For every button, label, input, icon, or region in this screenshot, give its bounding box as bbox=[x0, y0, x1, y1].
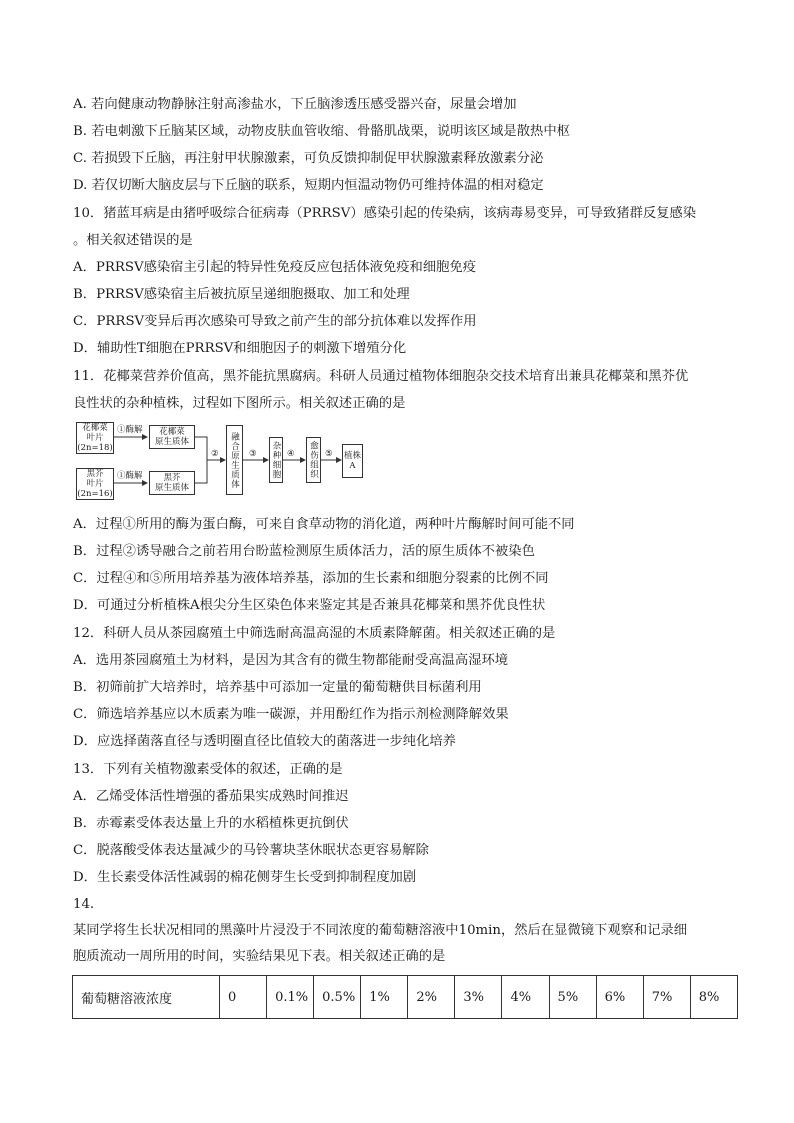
q12-option-b: B．初筛前扩大培养时，培养基中可添加一定量的葡萄糖供目标菌利用 bbox=[73, 680, 482, 695]
q9-option-a: A. 若向健康动物静脉注射高渗盐水，下丘脑渗透压感受器兴奋，尿量会增加 bbox=[73, 97, 517, 112]
q14-stem-line2: 胞质流动一周所用的时间，实验结果见下表。相关叙述正确的是 bbox=[73, 949, 446, 964]
q13-option-a: A．乙烯受体活性增强的番茄果实成熟时间推迟 bbox=[73, 789, 349, 804]
q12-option-a: A．选用茶园腐殖土为材料，是因为其含有的微生物都能耐受高温高湿环境 bbox=[73, 653, 509, 668]
glucose-concentration-table bbox=[72, 975, 738, 1019]
step3-label: ③ bbox=[249, 449, 257, 459]
table-cell: 4% bbox=[502, 976, 549, 1019]
q12-option-c: C．筛选培养基应以木质素为唯一碳源，并用酚红作为指示剂检测降解效果 bbox=[73, 707, 509, 722]
leaf2-line2: 叶片 bbox=[86, 479, 104, 489]
q13-option-d: D．生长素受体活性减弱的棉花侧芽生长受到抑制程度加剧 bbox=[73, 870, 417, 885]
q14-stem-line1: 某同学将生长状况相同的黑藻叶片浸没于不同浓度的葡萄糖溶液中10min，然后在显微镜下观察和记录细 bbox=[73, 923, 688, 938]
table-cell: 7% bbox=[643, 976, 690, 1019]
q11-option-c: C．过程④和⑤所用培养基为液体培养基，添加的生长素和细胞分裂素的比例不同 bbox=[73, 571, 549, 586]
q14-number: 14. bbox=[73, 897, 95, 912]
table-cell: 0 bbox=[220, 976, 267, 1019]
callus-box: 愈伤组织 bbox=[306, 437, 321, 483]
q9-option-b: B. 若电刺激下丘脑某区域，动物皮肤血管收缩、骨骼肌战栗，说明该区域是散热中枢 bbox=[73, 124, 570, 139]
black-mustard-protoplast-box bbox=[149, 471, 195, 495]
q10-stem-line1: 10．猪蓝耳病是由猪呼吸综合征病毒（PRRSV）感染引起的传染病，该病毒易变异，可导致猪群反复感染 bbox=[73, 206, 697, 221]
black-mustard-leaf-box bbox=[76, 468, 114, 500]
q9-option-d: D. 若仅切断大脑皮层与下丘脑的联系，短期内恒温动物仍可维持体温的相对稳定 bbox=[73, 178, 544, 193]
q12-option-d: D．应选择菌落直径与透明圈直径比值较大的菌落进一步纯化培养 bbox=[73, 734, 456, 749]
q11-option-a: A．过程①所用的酶为蛋白酶，可来自食草动物的消化道，两种叶片酶解时间可能不同 bbox=[73, 517, 575, 532]
q11-option-d: D．可通过分析植株A根尖分生区染色体来鉴定其是否兼具花椰菜和黑芥优良性状 bbox=[73, 598, 546, 613]
table-header-cell: 葡萄糖溶液浓度 bbox=[73, 976, 220, 1019]
q11-stem-line1: 11．花椰菜营养价值高，黑芥能抗黑腐病。科研人员通过植物体细胞杂交技术培育出兼具花椰菜和黑芥优 bbox=[73, 369, 689, 384]
step2-label: ② bbox=[211, 449, 219, 459]
q13-option-c: C．脱落酸受体表达量减少的马铃薯块茎休眠状态更容易解除 bbox=[73, 843, 429, 858]
table-cell: 6% bbox=[596, 976, 643, 1019]
proto1-line1: 花椰菜 bbox=[159, 427, 185, 437]
plant-a-box bbox=[342, 444, 363, 478]
leaf1-line2: 叶片 bbox=[86, 433, 104, 443]
proto2-line2: 原生质体 bbox=[154, 483, 189, 493]
table-cell: 0.5% bbox=[314, 976, 361, 1019]
q11-stem-line2: 良性状的杂种植株，过程如下图所示。相关叙述正确的是 bbox=[73, 396, 406, 411]
leaf2-line1: 黑芥 bbox=[86, 469, 104, 479]
bracket-protoplasts bbox=[195, 437, 207, 483]
hybrid-cell-box: 杂种细胞 bbox=[269, 437, 283, 483]
table-cell: 5% bbox=[549, 976, 596, 1019]
table-cell: 1% bbox=[361, 976, 408, 1019]
cauliflower-protoplast-box bbox=[149, 425, 195, 449]
cell-fusion-flow-diagram bbox=[73, 419, 373, 499]
table-row bbox=[73, 976, 738, 1019]
q10-option-d: D．辅助性T细胞在PRRSV和细胞因子的刺激下增殖分化 bbox=[73, 341, 407, 356]
plant-line2: A bbox=[349, 461, 356, 471]
q10-option-a: A．PRRSV感染宿主引起的特异性免疫反应包括体液免疫和细胞免疫 bbox=[73, 260, 477, 275]
leaf1-line3: (2n=18) bbox=[77, 443, 113, 453]
table-cell: 0.1% bbox=[267, 976, 314, 1019]
step1-label-top: ①酶解 bbox=[117, 425, 143, 435]
table-cell: 8% bbox=[690, 976, 737, 1019]
leaf1-line1: 花椰菜 bbox=[82, 423, 108, 433]
q13-option-b: B．赤霉素受体表达量上升的水稻植株更抗倒伏 bbox=[73, 816, 349, 831]
q10-stem-line2: 。相关叙述错误的是 bbox=[73, 233, 193, 248]
proto1-line2: 原生质体 bbox=[154, 437, 189, 447]
table-cell: 3% bbox=[455, 976, 502, 1019]
leaf2-line3: (2n=16) bbox=[77, 489, 113, 499]
step5-label: ⑤ bbox=[325, 449, 333, 459]
cauliflower-leaf-box bbox=[76, 422, 114, 454]
plant-line1: 植株 bbox=[343, 451, 361, 461]
q10-option-c: C．PRRSV变异后再次感染可导致之前产生的部分抗体难以发挥作用 bbox=[73, 314, 477, 329]
fused-protoplast-box: 融合原生质体 bbox=[226, 425, 243, 495]
q12-stem: 12．科研人员从茶园腐殖土中筛选耐高温高湿的木质素降解菌。相关叙述正确的是 bbox=[73, 626, 556, 641]
table-cell: 2% bbox=[408, 976, 455, 1019]
q11-option-b: B．过程②诱导融合之前若用台盼蓝检测原生质体活力，活的原生质体不被染色 bbox=[73, 544, 535, 559]
proto2-line1: 黑芥 bbox=[163, 473, 181, 483]
q13-stem: 13．下列有关植物激素受体的叙述，正确的是 bbox=[73, 762, 343, 777]
step4-label: ④ bbox=[287, 449, 295, 459]
q9-option-c: C. 若损毁下丘脑，再注射甲状腺激素，可负反馈抑制促甲状腺激素释放激素分泌 bbox=[73, 151, 544, 166]
step1-label-bottom: ①酶解 bbox=[117, 471, 143, 481]
q10-option-b: B．PRRSV感染宿主后被抗原呈递细胞摄取、加工和处理 bbox=[73, 287, 410, 302]
